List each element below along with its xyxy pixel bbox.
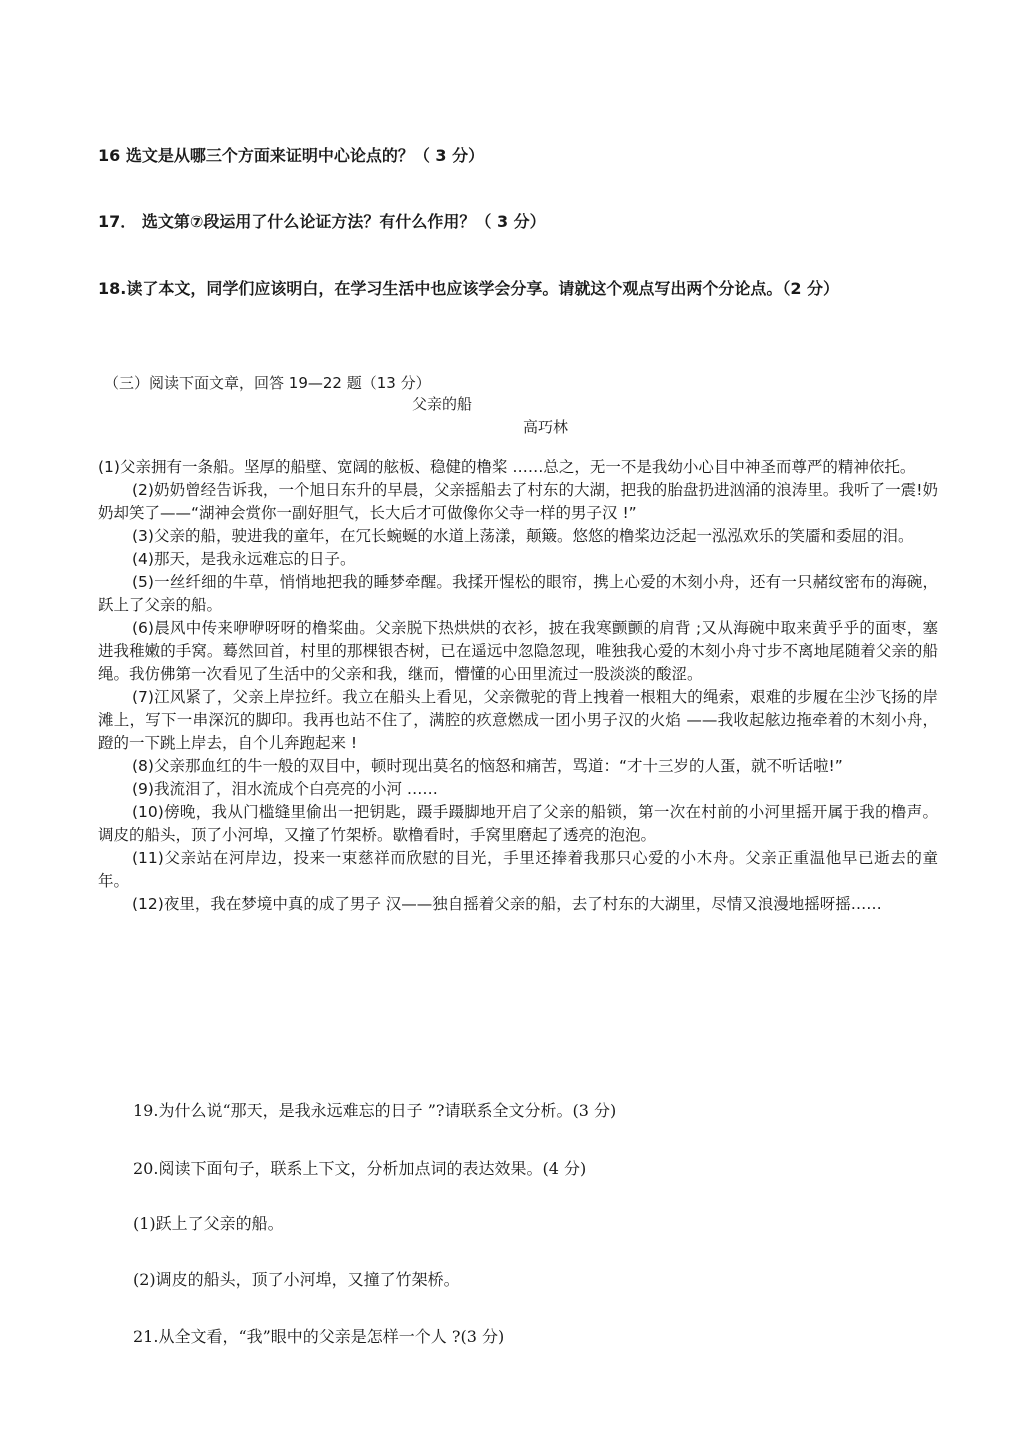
question-16: 16 选文是从哪三个方面来证明中心论点的？（ 3 分）: [98, 146, 485, 165]
paragraph-7: (7)江风紧了，父亲上岸拉纤。我立在船头上看见，父亲微驼的背上拽着一根粗大的绳索，艰难的步履在尘沙飞扬的岸滩上，写下一串深沉的脚印。我再也站不住了，满腔的疚意燃成一团小男子汉的火焰 ——我收起舷边拖牵着的木刻小舟，蹬的一下跳上岸去，自个儿奔跑起来 !: [98, 688, 938, 752]
question-20-item-1: (1)跃上了父亲的船。: [133, 1214, 284, 1233]
question-20: 20.阅读下面句子，联系上下文，分析加点词的表达效果。(4 分): [133, 1159, 587, 1178]
paragraph-2: (2)奶奶曾经告诉我，一个旭日东升的早晨，父亲摇船去了村东的大湖，把我的胎盘扔进汹涌的浪涛里。我听了一震!奶奶却笑了——“湖神会赏你一副好胆气，长大后才可做像你父寺一样的男子汉 !”: [98, 481, 938, 522]
paragraph-8: (8)父亲那血红的牛一般的双目中，顿时现出莫名的恼怒和痛苦，骂道：“才十三岁的人蛋，就不听话啦!”: [132, 757, 843, 775]
paragraph-10: (10)傍晚，我从门槛缝里偷出一把钥匙，蹑手蹑脚地开启了父亲的船锁，第一次在村前的小河里摇开属于我的橹声。调皮的船头，顶了小河埠，又撞了竹架桥。歇橹看时，手窝里磨起了透亮的泡泡。: [98, 803, 938, 844]
question-17: 17． 选文第⑦段运用了什么论证方法？有什么作用？（ 3 分）: [98, 212, 546, 231]
article-title: 父亲的船: [412, 395, 473, 413]
question-18: 18.读了本文，同学们应该明白，在学习生活中也应该学会分享。请就这个观点写出两个分论点。（2 分）: [98, 279, 840, 298]
paragraph-9: (9)我流泪了，泪水流成个白亮亮的小河 ……: [132, 780, 438, 798]
paragraph-6: (6)晨风中传来咿咿呀呀的橹桨曲。父亲脱下热烘烘的衣衫，披在我寒颤颤的肩背 ;又从海碗中取来黄乎乎的面枣，塞进我稚嫩的手窝。蓦然回首，村里的那棵银杏树，已在遥远中忽隐忽现，唯独我心爱的木刻小舟寸步不离地尾随着父亲的船绳。我仿佛第一次看见了生活中的父亲和我，继而，懵懂的心田里流过一股淡淡的酸涩。: [98, 619, 938, 683]
question-20-item-2: (2)调皮的船头，顶了小河埠，又撞了竹架桥。: [133, 1270, 460, 1289]
paragraph-1: (1)父亲拥有一条船。坚厚的船壁、宽阔的舷板、稳健的橹桨 ……总之，无一不是我幼小心目中神圣而尊严的精神依托。: [98, 458, 916, 476]
paragraph-11: (11)父亲站在河岸边，投来一束慈祥而欣慰的目光，手里还捧着我那只心爱的小木舟。父亲正重温他早已逝去的童年。: [98, 849, 938, 890]
paragraph-4: (4)那天，是我永远难忘的日子。: [132, 550, 356, 568]
question-21: 21.从全文看，“我”眼中的父亲是怎样一个人 ?(3 分): [133, 1327, 505, 1346]
paragraph-3: (3)父亲的船，驶进我的童年，在冗长蜿蜒的水道上荡漾，颠簸。悠悠的橹桨边泛起一泓泓欢乐的笑靥和委屈的泪。: [132, 527, 914, 545]
question-19: 19.为什么说“那天，是我永远难忘的日子 ”?请联系全文分析。(3 分): [133, 1101, 617, 1120]
paragraph-5: (5)一丝纤细的牛草，悄悄地把我的睡梦牵醒。我揉开惺松的眼帘，携上心爱的木刻小舟，还有一只赭纹密布的海碗，跃上了父亲的船。: [98, 573, 938, 614]
article-body: [98, 456, 938, 916]
paragraph-12: (12)夜里，我在梦境中真的成了男子 汉——独自摇着父亲的船，去了村东的大湖里，尽情又浪漫地摇呀摇……: [132, 895, 882, 913]
article-author: 高巧林: [523, 418, 569, 436]
section-heading: （三）阅读下面文章，回答 19—22 题（13 分）: [104, 374, 431, 392]
